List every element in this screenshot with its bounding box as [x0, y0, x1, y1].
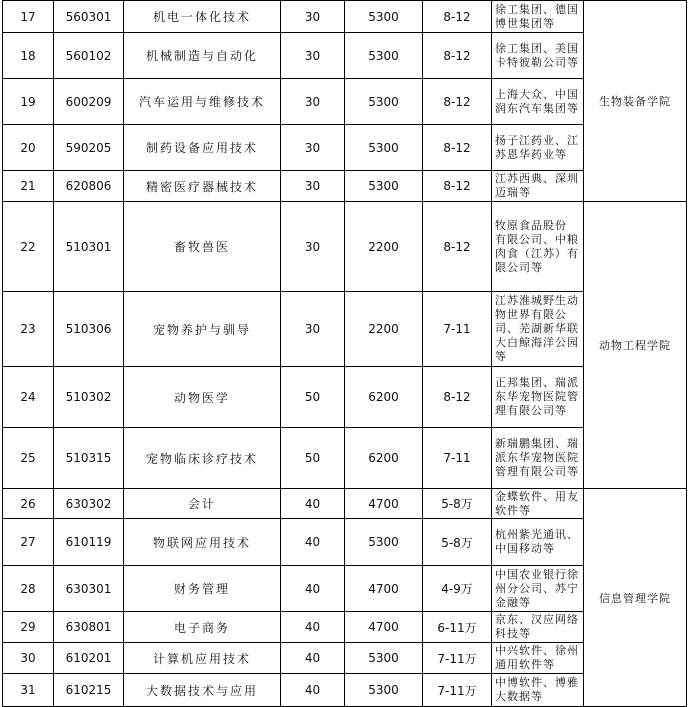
employers: 正邦集团、瑞派东华宠物医院管理有限公司等	[492, 367, 584, 428]
row-number: 26	[3, 489, 54, 519]
tuition-fee: 5300	[345, 171, 423, 202]
tuition-fee: 5300	[345, 33, 423, 79]
employers: 中兴软件、徐州通用软件等	[492, 643, 584, 674]
enrollment-plan: 30	[281, 33, 345, 79]
row-number: 22	[3, 202, 54, 292]
enrollment-table	[2, 0, 687, 707]
major-name: 电子商务	[124, 612, 281, 643]
major-code: 510302	[54, 367, 124, 428]
salary-range: 7-11	[423, 428, 492, 489]
salary-range: 7-11	[423, 292, 492, 367]
enrollment-plan: 40	[281, 643, 345, 674]
enrollment-plan: 40	[281, 566, 345, 612]
major-code: 630302	[54, 489, 124, 519]
salary-range: 5-8万	[423, 489, 492, 519]
major-name: 动物医学	[124, 367, 281, 428]
tuition-fee: 4700	[345, 566, 423, 612]
table-row	[3, 202, 687, 292]
major-code: 510315	[54, 428, 124, 489]
tuition-fee: 4700	[345, 612, 423, 643]
employers: 中国农业银行徐州分公司、苏宁金融等	[492, 566, 584, 612]
major-code: 600209	[54, 79, 124, 125]
college-name: 动物工程学院	[584, 202, 687, 489]
row-number: 21	[3, 171, 54, 202]
row-number: 23	[3, 292, 54, 367]
enrollment-plan: 40	[281, 612, 345, 643]
salary-range: 6-11万	[423, 612, 492, 643]
major-name: 宠物临床诊疗技术	[124, 428, 281, 489]
row-number: 20	[3, 125, 54, 171]
salary-range: 8-12	[423, 171, 492, 202]
row-number: 18	[3, 33, 54, 79]
major-code: 560102	[54, 33, 124, 79]
employers: 中博软件、博雅大数据等	[492, 674, 584, 707]
major-name: 机械制造与自动化	[124, 33, 281, 79]
enrollment-plan: 30	[281, 79, 345, 125]
tuition-fee: 2200	[345, 202, 423, 292]
enrollment-plan: 30	[281, 202, 345, 292]
major-name: 制药设备应用技术	[124, 125, 281, 171]
salary-range: 4-9万	[423, 566, 492, 612]
major-code: 630301	[54, 566, 124, 612]
tuition-fee: 2200	[345, 292, 423, 367]
employers: 新瑞鹏集团、瑞派东华宠物医院管理有限公司等	[492, 428, 584, 489]
major-code: 510301	[54, 202, 124, 292]
salary-range: 7-11万	[423, 674, 492, 707]
salary-range: 8-12	[423, 202, 492, 292]
enrollment-plan: 50	[281, 428, 345, 489]
row-number: 28	[3, 566, 54, 612]
tuition-fee: 5300	[345, 79, 423, 125]
major-name: 宠物养护与驯导	[124, 292, 281, 367]
employers: 江苏西典、深圳迈瑞等	[492, 171, 584, 202]
enrollment-plan: 40	[281, 489, 345, 519]
college-name: 生物装备学院	[584, 1, 687, 202]
tuition-fee: 4700	[345, 489, 423, 519]
employers: 扬子江药业、江苏恩华药业等	[492, 125, 584, 171]
tuition-fee: 6200	[345, 367, 423, 428]
table-row	[3, 489, 687, 519]
enrollment-plan: 40	[281, 674, 345, 707]
major-name: 机电一体化技术	[124, 1, 281, 33]
employers: 江苏淮城野生动物世界有限公司、芜湖新华联大白鲸海洋公园等	[492, 292, 584, 367]
row-number: 27	[3, 519, 54, 566]
tuition-fee: 5300	[345, 1, 423, 33]
major-name: 物联网应用技术	[124, 519, 281, 566]
row-number: 17	[3, 1, 54, 33]
major-code: 610215	[54, 674, 124, 707]
row-number: 25	[3, 428, 54, 489]
major-name: 会计	[124, 489, 281, 519]
salary-range: 8-12	[423, 125, 492, 171]
tuition-fee: 5300	[345, 643, 423, 674]
salary-range: 8-12	[423, 33, 492, 79]
employers: 徐工集团、德国博世集团等	[492, 1, 584, 33]
enrollment-plan: 30	[281, 171, 345, 202]
row-number: 31	[3, 674, 54, 707]
major-name: 财务管理	[124, 566, 281, 612]
employers: 徐工集团、美国卡特彼勒公司等	[492, 33, 584, 79]
major-code: 610119	[54, 519, 124, 566]
major-name: 畜牧兽医	[124, 202, 281, 292]
salary-range: 8-12	[423, 367, 492, 428]
salary-range: 7-11万	[423, 643, 492, 674]
major-code: 620806	[54, 171, 124, 202]
row-number: 19	[3, 79, 54, 125]
row-number: 30	[3, 643, 54, 674]
tuition-fee: 5300	[345, 125, 423, 171]
tuition-fee: 6200	[345, 428, 423, 489]
salary-range: 8-12	[423, 79, 492, 125]
enrollment-plan: 30	[281, 292, 345, 367]
salary-range: 8-12	[423, 1, 492, 33]
enrollment-plan: 40	[281, 519, 345, 566]
enrollment-plan: 30	[281, 1, 345, 33]
major-name: 大数据技术与应用	[124, 674, 281, 707]
table-row	[3, 1, 687, 33]
major-code: 630801	[54, 612, 124, 643]
employers: 杭州紫光通讯、中国移动等	[492, 519, 584, 566]
employers: 牧原食品股份 有限公司、中粮肉食（江苏）有限公司等	[492, 202, 584, 292]
employers: 上海大众、中国润东汽车集团等	[492, 79, 584, 125]
major-name: 汽车运用与维修技术	[124, 79, 281, 125]
major-code: 510306	[54, 292, 124, 367]
employers: 金蝶软件、用友软件等	[492, 489, 584, 519]
tuition-fee: 5300	[345, 674, 423, 707]
college-name: 信息管理学院	[584, 489, 687, 707]
major-name: 精密医疗器械技术	[124, 171, 281, 202]
row-number: 29	[3, 612, 54, 643]
tuition-fee: 5300	[345, 519, 423, 566]
major-code: 610201	[54, 643, 124, 674]
major-name: 计算机应用技术	[124, 643, 281, 674]
major-code: 560301	[54, 1, 124, 33]
employers: 京东、汉应网络科技等	[492, 612, 584, 643]
salary-range: 5-8万	[423, 519, 492, 566]
enrollment-plan: 50	[281, 367, 345, 428]
major-code: 590205	[54, 125, 124, 171]
row-number: 24	[3, 367, 54, 428]
enrollment-plan: 30	[281, 125, 345, 171]
